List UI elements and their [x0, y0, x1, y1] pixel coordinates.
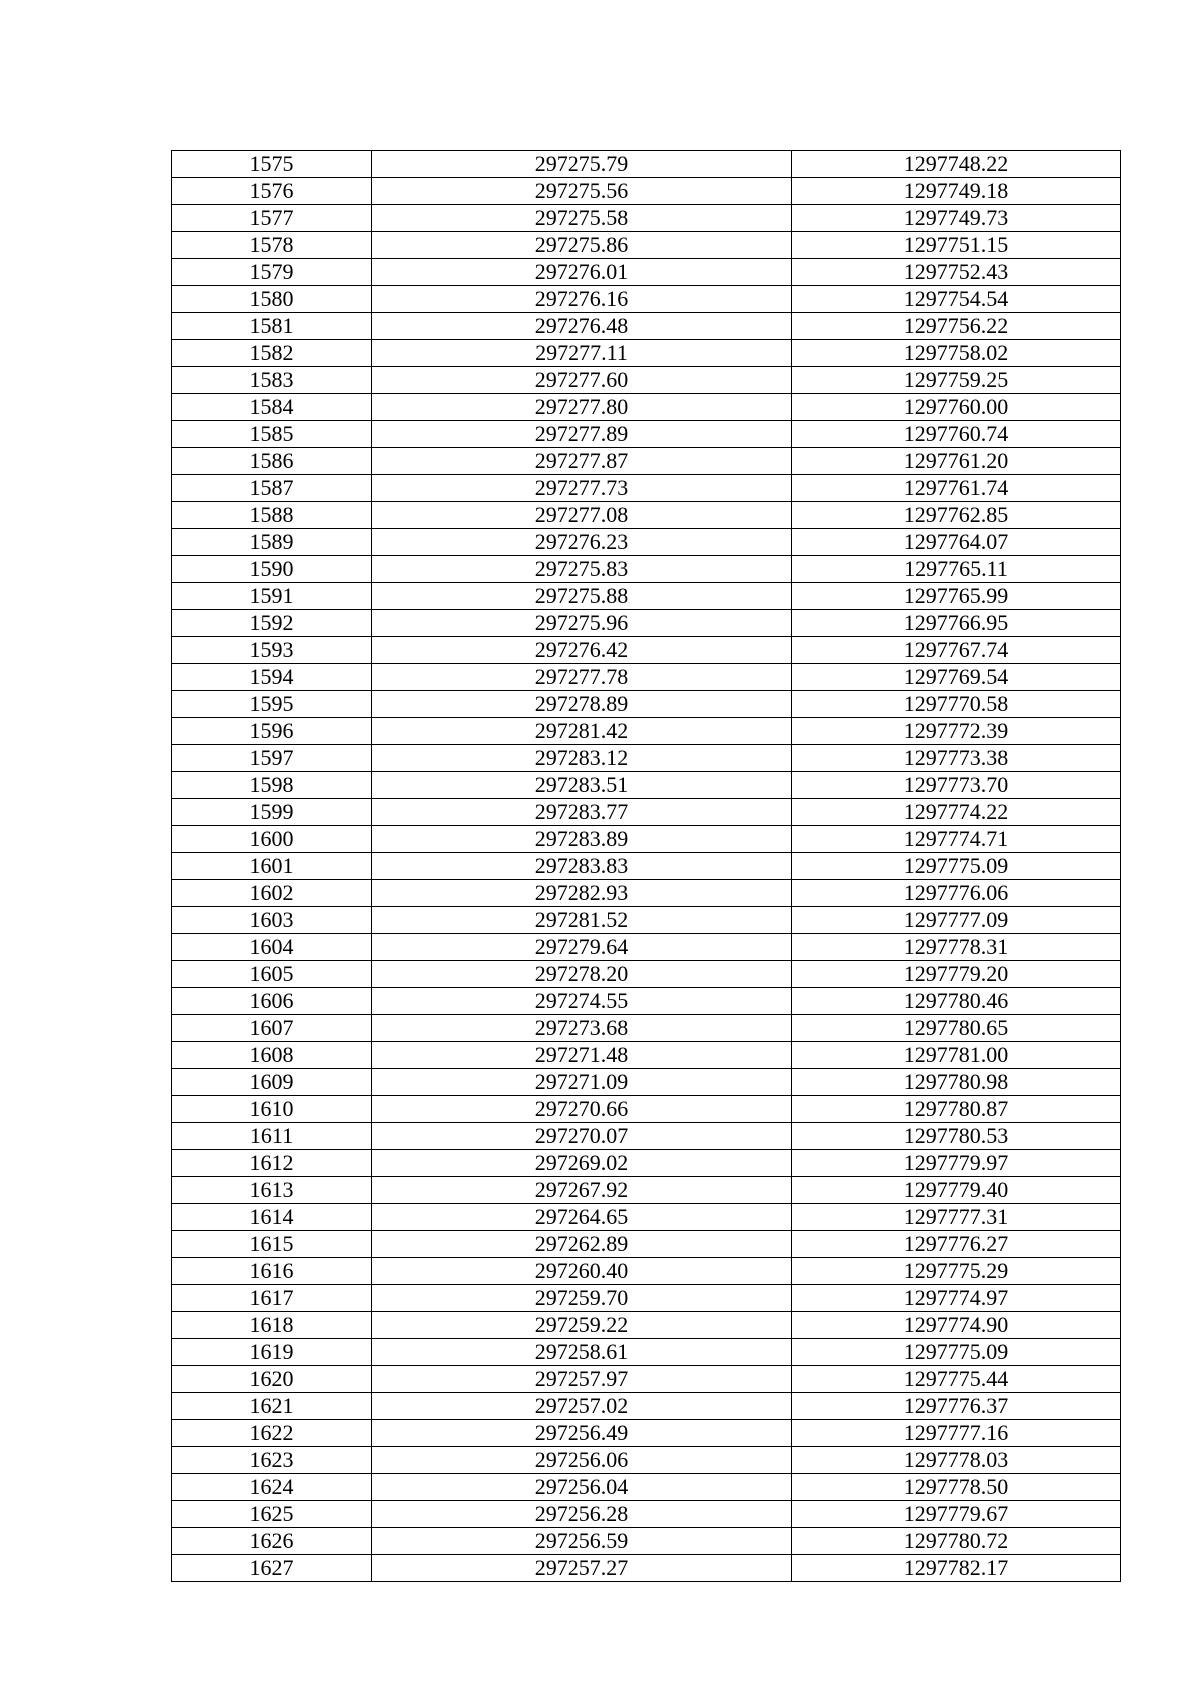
y-coordinate-cell: 1297749.73: [792, 205, 1121, 232]
point-number-cell: 1615: [172, 1231, 372, 1258]
y-coordinate-cell: 1297782.17: [792, 1555, 1121, 1582]
table-row: [172, 1069, 1121, 1096]
y-coordinate-cell: 1297774.22: [792, 799, 1121, 826]
point-number-cell: 1606: [172, 988, 372, 1015]
x-coordinate-cell: 297270.66: [372, 1096, 792, 1123]
table-row: [172, 718, 1121, 745]
point-number-cell: 1593: [172, 637, 372, 664]
point-number-cell: 1613: [172, 1177, 372, 1204]
x-coordinate-cell: 297257.97: [372, 1366, 792, 1393]
point-number-cell: 1604: [172, 934, 372, 961]
table-row: [172, 664, 1121, 691]
point-number-cell: 1609: [172, 1069, 372, 1096]
table-row: [172, 1528, 1121, 1555]
y-coordinate-cell: 1297748.22: [792, 151, 1121, 178]
x-coordinate-cell: 297275.56: [372, 178, 792, 205]
x-coordinate-cell: 297257.02: [372, 1393, 792, 1420]
x-coordinate-cell: 297283.12: [372, 745, 792, 772]
y-coordinate-cell: 1297765.99: [792, 583, 1121, 610]
table-row: [172, 1150, 1121, 1177]
y-coordinate-cell: 1297773.70: [792, 772, 1121, 799]
y-coordinate-cell: 1297760.00: [792, 394, 1121, 421]
table-row: [172, 394, 1121, 421]
x-coordinate-cell: 297283.51: [372, 772, 792, 799]
point-number-cell: 1581: [172, 313, 372, 340]
point-number-cell: 1588: [172, 502, 372, 529]
x-coordinate-cell: 297275.79: [372, 151, 792, 178]
table-row: [172, 1258, 1121, 1285]
point-number-cell: 1626: [172, 1528, 372, 1555]
point-number-cell: 1579: [172, 259, 372, 286]
x-coordinate-cell: 297259.70: [372, 1285, 792, 1312]
point-number-cell: 1587: [172, 475, 372, 502]
y-coordinate-cell: 1297754.54: [792, 286, 1121, 313]
table-row: [172, 772, 1121, 799]
x-coordinate-cell: 297274.55: [372, 988, 792, 1015]
x-coordinate-cell: 297282.93: [372, 880, 792, 907]
x-coordinate-cell: 297262.89: [372, 1231, 792, 1258]
x-coordinate-cell: 297273.68: [372, 1015, 792, 1042]
y-coordinate-cell: 1297760.74: [792, 421, 1121, 448]
x-coordinate-cell: 297256.59: [372, 1528, 792, 1555]
table-row: [172, 1231, 1121, 1258]
y-coordinate-cell: 1297758.02: [792, 340, 1121, 367]
table-row: [172, 1177, 1121, 1204]
table-row: [172, 448, 1121, 475]
y-coordinate-cell: 1297780.87: [792, 1096, 1121, 1123]
point-number-cell: 1577: [172, 205, 372, 232]
x-coordinate-cell: 297258.61: [372, 1339, 792, 1366]
point-number-cell: 1620: [172, 1366, 372, 1393]
y-coordinate-cell: 1297779.40: [792, 1177, 1121, 1204]
y-coordinate-cell: 1297776.27: [792, 1231, 1121, 1258]
table-row: [172, 988, 1121, 1015]
table-row: [172, 1339, 1121, 1366]
table-row: [172, 637, 1121, 664]
x-coordinate-cell: 297277.11: [372, 340, 792, 367]
x-coordinate-cell: 297275.88: [372, 583, 792, 610]
y-coordinate-cell: 1297780.53: [792, 1123, 1121, 1150]
point-number-cell: 1617: [172, 1285, 372, 1312]
table-row: [172, 1285, 1121, 1312]
y-coordinate-cell: 1297779.97: [792, 1150, 1121, 1177]
table-row: [172, 475, 1121, 502]
point-number-cell: 1619: [172, 1339, 372, 1366]
y-coordinate-cell: 1297780.46: [792, 988, 1121, 1015]
table-row: [172, 961, 1121, 988]
point-number-cell: 1599: [172, 799, 372, 826]
table-row: [172, 880, 1121, 907]
x-coordinate-cell: 297257.27: [372, 1555, 792, 1582]
x-coordinate-cell: 297277.80: [372, 394, 792, 421]
y-coordinate-cell: 1297769.54: [792, 664, 1121, 691]
y-coordinate-cell: 1297779.67: [792, 1501, 1121, 1528]
x-coordinate-cell: 297260.40: [372, 1258, 792, 1285]
y-coordinate-cell: 1297774.97: [792, 1285, 1121, 1312]
x-coordinate-cell: 297276.23: [372, 529, 792, 556]
point-number-cell: 1603: [172, 907, 372, 934]
x-coordinate-cell: 297264.65: [372, 1204, 792, 1231]
table-row: [172, 1555, 1121, 1582]
point-number-cell: 1612: [172, 1150, 372, 1177]
table-row: [172, 286, 1121, 313]
point-number-cell: 1584: [172, 394, 372, 421]
coordinate-table-body: [172, 151, 1121, 1582]
x-coordinate-cell: 297277.87: [372, 448, 792, 475]
point-number-cell: 1576: [172, 178, 372, 205]
table-row: [172, 583, 1121, 610]
x-coordinate-cell: 297269.02: [372, 1150, 792, 1177]
point-number-cell: 1602: [172, 880, 372, 907]
y-coordinate-cell: 1297773.38: [792, 745, 1121, 772]
y-coordinate-cell: 1297749.18: [792, 178, 1121, 205]
table-row: [172, 934, 1121, 961]
x-coordinate-cell: 297278.89: [372, 691, 792, 718]
x-coordinate-cell: 297277.73: [372, 475, 792, 502]
y-coordinate-cell: 1297756.22: [792, 313, 1121, 340]
point-number-cell: 1610: [172, 1096, 372, 1123]
x-coordinate-cell: 297256.28: [372, 1501, 792, 1528]
y-coordinate-cell: 1297751.15: [792, 232, 1121, 259]
y-coordinate-cell: 1297776.06: [792, 880, 1121, 907]
table-row: [172, 1447, 1121, 1474]
table-row: [172, 853, 1121, 880]
table-row: [172, 1123, 1121, 1150]
table-row: [172, 232, 1121, 259]
x-coordinate-cell: 297275.86: [372, 232, 792, 259]
table-row: [172, 1042, 1121, 1069]
point-number-cell: 1622: [172, 1420, 372, 1447]
table-row: [172, 1096, 1121, 1123]
table-row: [172, 691, 1121, 718]
x-coordinate-cell: 297278.20: [372, 961, 792, 988]
point-number-cell: 1624: [172, 1474, 372, 1501]
y-coordinate-cell: 1297778.31: [792, 934, 1121, 961]
x-coordinate-cell: 297275.83: [372, 556, 792, 583]
x-coordinate-cell: 297276.42: [372, 637, 792, 664]
point-number-cell: 1582: [172, 340, 372, 367]
point-number-cell: 1591: [172, 583, 372, 610]
y-coordinate-cell: 1297761.20: [792, 448, 1121, 475]
y-coordinate-cell: 1297775.09: [792, 1339, 1121, 1366]
table-row: [172, 1366, 1121, 1393]
table-row: [172, 556, 1121, 583]
point-number-cell: 1585: [172, 421, 372, 448]
point-number-cell: 1589: [172, 529, 372, 556]
point-number-cell: 1578: [172, 232, 372, 259]
y-coordinate-cell: 1297775.09: [792, 853, 1121, 880]
point-number-cell: 1596: [172, 718, 372, 745]
table-row: [172, 529, 1121, 556]
y-coordinate-cell: 1297780.72: [792, 1528, 1121, 1555]
x-coordinate-cell: 297277.08: [372, 502, 792, 529]
point-number-cell: 1614: [172, 1204, 372, 1231]
y-coordinate-cell: 1297774.90: [792, 1312, 1121, 1339]
x-coordinate-cell: 297275.58: [372, 205, 792, 232]
point-number-cell: 1575: [172, 151, 372, 178]
table-row: [172, 1393, 1121, 1420]
table-row: [172, 1474, 1121, 1501]
y-coordinate-cell: 1297780.98: [792, 1069, 1121, 1096]
table-row: [172, 340, 1121, 367]
x-coordinate-cell: 297259.22: [372, 1312, 792, 1339]
point-number-cell: 1605: [172, 961, 372, 988]
x-coordinate-cell: 297283.83: [372, 853, 792, 880]
point-number-cell: 1580: [172, 286, 372, 313]
y-coordinate-cell: 1297776.37: [792, 1393, 1121, 1420]
x-coordinate-cell: 297277.89: [372, 421, 792, 448]
point-number-cell: 1621: [172, 1393, 372, 1420]
y-coordinate-cell: 1297779.20: [792, 961, 1121, 988]
y-coordinate-cell: 1297767.74: [792, 637, 1121, 664]
y-coordinate-cell: 1297777.31: [792, 1204, 1121, 1231]
x-coordinate-cell: 297276.48: [372, 313, 792, 340]
y-coordinate-cell: 1297778.50: [792, 1474, 1121, 1501]
point-number-cell: 1607: [172, 1015, 372, 1042]
table-row: [172, 1420, 1121, 1447]
y-coordinate-cell: 1297770.58: [792, 691, 1121, 718]
x-coordinate-cell: 297279.64: [372, 934, 792, 961]
y-coordinate-cell: 1297752.43: [792, 259, 1121, 286]
point-number-cell: 1601: [172, 853, 372, 880]
table-row: [172, 421, 1121, 448]
x-coordinate-cell: 297283.77: [372, 799, 792, 826]
table-row: [172, 799, 1121, 826]
table-row: [172, 178, 1121, 205]
y-coordinate-cell: 1297774.71: [792, 826, 1121, 853]
x-coordinate-cell: 297276.01: [372, 259, 792, 286]
table-row: [172, 205, 1121, 232]
y-coordinate-cell: 1297775.44: [792, 1366, 1121, 1393]
table-row: [172, 259, 1121, 286]
y-coordinate-cell: 1297762.85: [792, 502, 1121, 529]
x-coordinate-cell: 297267.92: [372, 1177, 792, 1204]
x-coordinate-cell: 297283.89: [372, 826, 792, 853]
point-number-cell: 1592: [172, 610, 372, 637]
x-coordinate-cell: 297281.42: [372, 718, 792, 745]
table-row: [172, 610, 1121, 637]
table-row: [172, 826, 1121, 853]
coordinate-table: [171, 150, 1121, 1582]
y-coordinate-cell: 1297781.00: [792, 1042, 1121, 1069]
y-coordinate-cell: 1297778.03: [792, 1447, 1121, 1474]
x-coordinate-cell: 297276.16: [372, 286, 792, 313]
x-coordinate-cell: 297256.49: [372, 1420, 792, 1447]
point-number-cell: 1623: [172, 1447, 372, 1474]
y-coordinate-cell: 1297775.29: [792, 1258, 1121, 1285]
x-coordinate-cell: 297270.07: [372, 1123, 792, 1150]
table-row: [172, 367, 1121, 394]
point-number-cell: 1597: [172, 745, 372, 772]
x-coordinate-cell: 297281.52: [372, 907, 792, 934]
table-row: [172, 1312, 1121, 1339]
table-row: [172, 313, 1121, 340]
y-coordinate-cell: 1297759.25: [792, 367, 1121, 394]
point-number-cell: 1598: [172, 772, 372, 799]
point-number-cell: 1586: [172, 448, 372, 475]
point-number-cell: 1583: [172, 367, 372, 394]
x-coordinate-cell: 297275.96: [372, 610, 792, 637]
x-coordinate-cell: 297256.06: [372, 1447, 792, 1474]
table-row: [172, 151, 1121, 178]
point-number-cell: 1590: [172, 556, 372, 583]
point-number-cell: 1595: [172, 691, 372, 718]
x-coordinate-cell: 297271.48: [372, 1042, 792, 1069]
point-number-cell: 1594: [172, 664, 372, 691]
y-coordinate-cell: 1297765.11: [792, 556, 1121, 583]
table-row: [172, 907, 1121, 934]
point-number-cell: 1600: [172, 826, 372, 853]
point-number-cell: 1608: [172, 1042, 372, 1069]
y-coordinate-cell: 1297777.16: [792, 1420, 1121, 1447]
point-number-cell: 1616: [172, 1258, 372, 1285]
point-number-cell: 1611: [172, 1123, 372, 1150]
y-coordinate-cell: 1297761.74: [792, 475, 1121, 502]
y-coordinate-cell: 1297777.09: [792, 907, 1121, 934]
x-coordinate-cell: 297256.04: [372, 1474, 792, 1501]
y-coordinate-cell: 1297764.07: [792, 529, 1121, 556]
table-row: [172, 1501, 1121, 1528]
y-coordinate-cell: 1297766.95: [792, 610, 1121, 637]
x-coordinate-cell: 297271.09: [372, 1069, 792, 1096]
point-number-cell: 1625: [172, 1501, 372, 1528]
point-number-cell: 1618: [172, 1312, 372, 1339]
table-row: [172, 745, 1121, 772]
y-coordinate-cell: 1297772.39: [792, 718, 1121, 745]
point-number-cell: 1627: [172, 1555, 372, 1582]
table-row: [172, 1015, 1121, 1042]
table-row: [172, 502, 1121, 529]
x-coordinate-cell: 297277.60: [372, 367, 792, 394]
y-coordinate-cell: 1297780.65: [792, 1015, 1121, 1042]
table-row: [172, 1204, 1121, 1231]
x-coordinate-cell: 297277.78: [372, 664, 792, 691]
